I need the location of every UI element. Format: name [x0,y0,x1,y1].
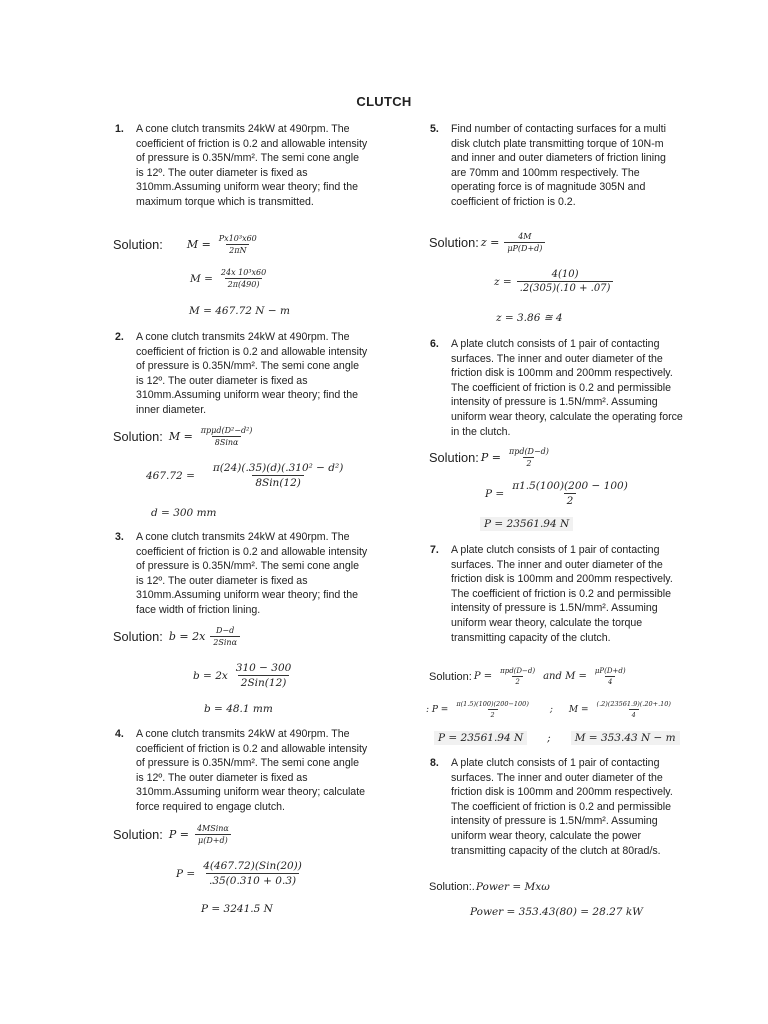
solution-label: Solution:. [429,881,475,893]
solution-2 [113,426,257,447]
formula [481,447,554,468]
formula [169,626,242,647]
page-title: CLUTCH [356,94,412,109]
formula-lhs: b = 2x [193,669,228,682]
formula-denominator: 2πN [226,244,249,255]
solution-6 [429,447,554,468]
problem-5 [430,122,681,210]
substitution-2 [146,462,353,489]
solution-8 [429,881,550,893]
problem-text: A cone clutch transmits 24kW at 490rpm. The coefficient of friction is 0.2 and allowable intensity of pressure is 0.35N/mm². The semi cone angle is 12º. The outer diameter is fixed as 310mm.Assuming uniform wear theory; find the inner diameter. [136,331,368,416]
formula-lhs: : P = [426,704,449,715]
formula-numerator: 24x 10³x60 [220,268,267,277]
formula-conjunction: and M = [543,671,587,682]
solution-5 [429,232,547,253]
problem-text: A cone clutch transmits 24kW at 490rpm. The coefficient of friction is 0.2 and allowable intensity of pressure is 0.35N/mm². The semi cone angle is 12º. The outer diameter is fixed as 310mm.Assuming uniform wear theory; calculate force required to engage clutch. [136,728,368,813]
problem-number: 2. [115,331,124,343]
formula [187,234,262,255]
formula-denominator: μP(D+d) [504,242,545,253]
solution-label: Solution: [429,670,472,683]
solution-3 [113,626,242,647]
separator: ; [547,732,551,744]
formula-denominator: 2Sinα [210,636,240,647]
problem-text: A plate clutch consists of 1 pair of contacting surfaces. The inner and outer diameter of the friction disk is 100mm and 200mm respectively. The coefficient of friction is 0.2 and permissible intensity of pressure is 1.5N/mm². Assuming uniform wear theory, calculate the power transmitting capacity of the clutch at 80rad/s. [451,757,673,857]
formula-numerator: 4(467.72)(Sin(20)) [203,860,302,872]
result-4: P = 3241.5 N [201,903,273,915]
formula-numerator: π(24)(.35)(d)(.310² − d²) [212,462,344,474]
solution-label: Solution: [113,429,163,444]
problem-1 [115,122,368,210]
formula-numerator: πpd(D−d) [500,667,536,675]
formula-lhs: P = [480,451,501,464]
separator: ; [549,704,553,715]
formula-lhs: b = 2x [168,630,206,643]
formula-denominator: 2 [564,493,577,507]
result-3: b = 48.1 mm [204,703,273,715]
formula-lhs: P = [168,828,189,841]
formula-numerator: μP(D+d) [594,667,626,675]
solution-label: Solution: [113,237,163,252]
result-1: M = 467.72 N − m [189,305,290,317]
formula [481,232,548,253]
problem-7 [430,543,683,645]
problem-number: 5. [430,123,439,135]
formula-denominator: 2π(490) [225,278,263,289]
solution-4 [113,824,234,845]
solution-label: Solution: [429,450,479,465]
formula-denominator: .2(305)(.10 + .07) [517,281,614,294]
result-6: P = 23561.94 N [480,517,573,531]
formula-denominator: 2 [488,709,498,719]
formula-numerator: 4(10) [551,269,579,280]
formula-numerator: π1.5(100)(200 − 100) [512,480,628,492]
problem-number: 4. [115,728,124,740]
formula-denominator: μ(D+d) [195,834,231,845]
solution-label: Solution: [113,629,163,644]
formula-numerator: 310 − 300 [235,662,292,674]
formula-lhs: M = [168,430,193,443]
formula-numerator: πpμd(D²−d²) [200,426,253,435]
formula [169,824,234,845]
formula-denominator: 4 [629,709,639,719]
formula-denominator: 4 [605,676,615,686]
substitution-3 [193,662,296,689]
formula-lhs: z = [494,275,512,288]
formula-lhs: M = [568,704,589,715]
problem-8 [430,756,683,858]
substitution-6 [485,480,633,507]
substitution-1 [190,268,271,289]
formula-denominator: 8Sin(12) [252,475,304,489]
problem-text: A cone clutch transmits 24kW at 490rpm. The coefficient of friction is 0.2 and allowable intensity of pressure is 0.35N/mm². The semi cone angle is 12º. The outer diameter is fixed as 310mm.Assuming uniform wear theory; find the face width of friction lining. [136,531,368,616]
formula-denominator: .35(0.310 + 0.3) [206,873,299,887]
problem-number: 6. [430,338,439,350]
substitution-4 [176,860,307,887]
result-m: M = 353.43 N − m [571,731,680,745]
formula-numerator: Px10³x60 [218,234,257,243]
problem-3 [115,530,368,618]
problem-number: 3. [115,531,124,543]
result-p: P = 23561.94 N [434,731,527,745]
formula-numerator: 4MSinα [196,824,229,833]
result-7 [434,731,680,745]
problem-number: 8. [430,757,439,769]
substitution-7 [426,700,676,719]
problem-text: A plate clutch consists of 1 pair of contacting surfaces. The inner and outer diameter of the friction disk is 100mm and 200mm respectively. The coefficient of friction is 0.2 and permissible intensity of pressure is 1.5N/mm². Assuming uniform wear theory, calculate the torque transmitting capacity of the clutch. [451,544,673,644]
formula-lhs: M = [190,272,213,285]
formula-numerator: π(1.5)(100)(200−100) [456,700,529,708]
problem-text: Find number of contacting surfaces for a multi disk clutch plate transmitting torque of 10N-m and inner and outer diameters of friction lining are 70mm and 100mm respectively. The operating force is of magnitude 305N and coefficient of friction is 0.2. [451,123,666,208]
result-8: Power = 353.43(80) = 28.27 kW [470,906,643,918]
formula-lhs: P = [176,867,196,880]
formula-numerator: (.2)(23561.9)(.20+.10) [596,700,671,708]
solution-label: Solution: [429,235,479,250]
formula-lhs: P = [485,487,505,500]
solution-7 [429,667,631,686]
result-2: d = 300 mm [151,507,217,519]
formula-denominator: 2 [512,676,522,686]
formula [169,426,258,447]
formula-lhs: M = [186,238,211,251]
formula-lhs: 467.72 = [146,469,195,482]
problem-number: 1. [115,123,124,135]
problem-6 [430,337,683,439]
formula [474,667,631,686]
formula: Power = Mxω [475,881,550,893]
substitution-5 [494,269,615,294]
solution-label: Solution: [113,827,163,842]
formula-denominator: 2 [523,457,534,468]
formula-lhs: z = [480,236,500,249]
problem-4 [115,727,368,815]
formula-numerator: 4M [518,232,532,241]
formula-denominator: 8Sinα [212,436,242,447]
solution-1 [113,234,262,255]
problem-text: A plate clutch consists of 1 pair of contacting surfaces. The inner and outer diameter of the friction disk is 100mm and 200mm respectively. The coefficient of friction is 0.2 and permissible intensity of pressure is 1.5N/mm². Assuming uniform wear theory, calculate the operating force in the clutch. [451,338,683,438]
formula-denominator: 2Sin(12) [238,675,290,689]
problem-2 [115,330,368,418]
formula-lhs: P = [473,671,493,682]
formula-numerator: πpd(D−d) [508,447,549,456]
problem-text: A cone clutch transmits 24kW at 490rpm. The coefficient of friction is 0.2 and allowable intensity of pressure is 0.35N/mm². The semi cone angle is 12º. The outer diameter is fixed as 310mm.Assuming uniform wear theory; find the maximum torque which is transmitted. [136,123,368,208]
result-5: z = 3.86 ≅ 4 [496,312,563,324]
problem-number: 7. [430,544,439,556]
formula-numerator: D−d [216,626,235,635]
